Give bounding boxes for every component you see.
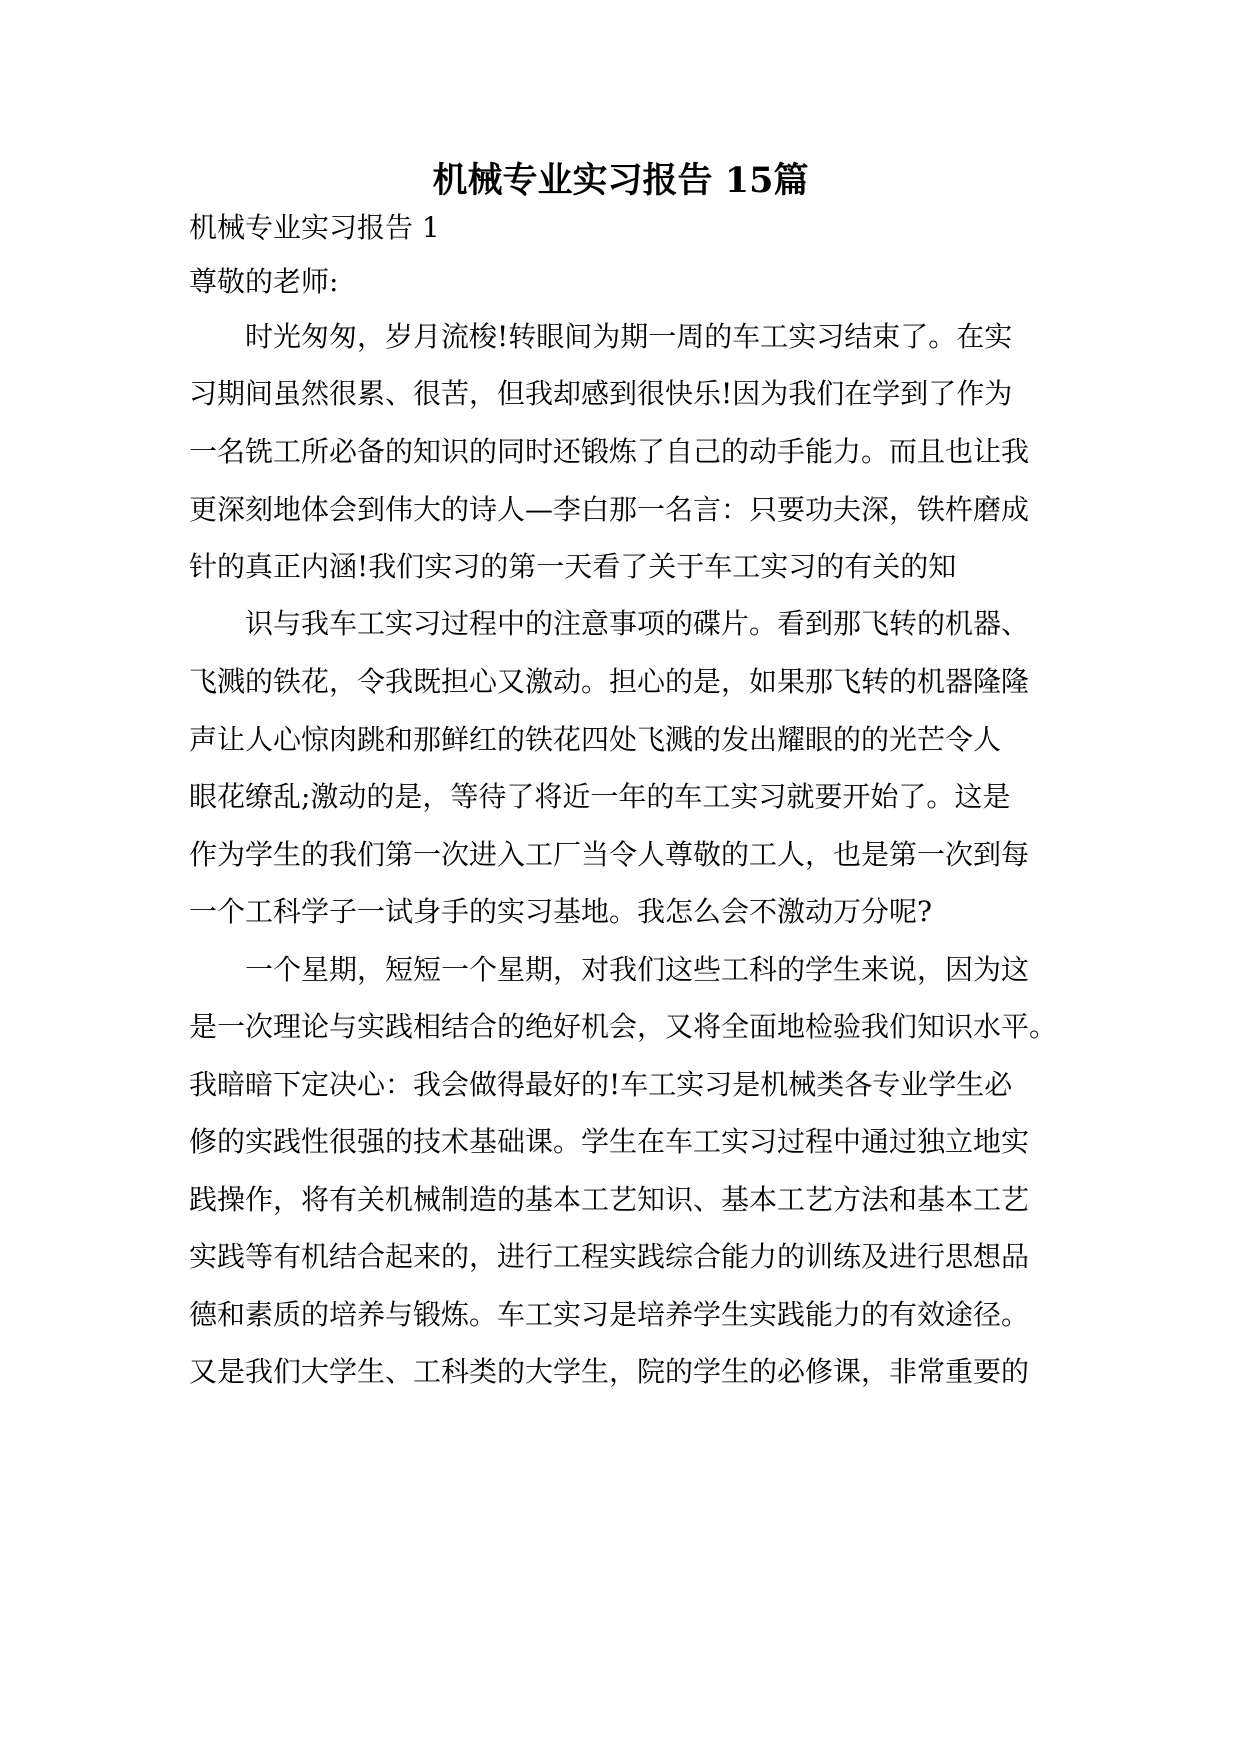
document-title: 机械专业实习报告 15篇 bbox=[432, 160, 809, 201]
paragraph-line: 是一次理论与实践相结合的绝好机会，又将全面地检验我们知识水平。 bbox=[189, 1010, 1058, 1043]
paragraph-line: 实践等有机结合起来的，进行工程实践综合能力的训练及进行思想品 bbox=[189, 1240, 1030, 1273]
paragraph-line: 一个星期，短短一个星期，对我们这些工科的学生来说，因为这 bbox=[245, 953, 1030, 986]
paragraph-line: 一名铣工所必备的知识的同时还锻炼了自己的动手能力。而且也让我 bbox=[189, 435, 1030, 468]
paragraph-line: 践操作，将有关机械制造的基本工艺知识、基本工艺方法和基本工艺 bbox=[189, 1183, 1030, 1216]
salutation: 尊敬的老师: bbox=[189, 265, 339, 298]
section-heading: 机械专业实习报告 1 bbox=[189, 211, 440, 244]
paragraph-line: 时光匆匆，岁月流梭!转眼间为期一周的车工实习结束了。在实 bbox=[245, 320, 1013, 353]
paragraph-line: 识与我车工实习过程中的注意事项的碟片。看到那飞转的机器、 bbox=[245, 607, 1030, 640]
paragraph-line: 又是我们大学生、工科类的大学生，院的学生的必修课，非常重要的 bbox=[189, 1355, 1030, 1388]
paragraph-line: 作为学生的我们第一次进入工厂当令人尊敬的工人，也是第一次到每 bbox=[189, 838, 1030, 871]
paragraph-line: 更深刻地体会到伟大的诗人—李白那一名言：只要功夫深，铁杵磨成 bbox=[189, 493, 1030, 526]
paragraph-line: 德和素质的培养与锻炼。车工实习是培养学生实践能力的有效途径。 bbox=[189, 1298, 1030, 1331]
paragraph-line: 我暗暗下定决心：我会做得最好的!车工实习是机械类各专业学生必 bbox=[189, 1068, 1013, 1101]
paragraph-line: 修的实践性很强的技术基础课。学生在车工实习过程中通过独立地实 bbox=[189, 1125, 1030, 1158]
paragraph-line: 一个工科学子一试身手的实习基地。我怎么会不激动万分呢? bbox=[189, 895, 933, 928]
paragraph-line: 飞溅的铁花，令我既担心又激动。担心的是，如果那飞转的机器隆隆 bbox=[189, 665, 1030, 698]
paragraph-line: 习期间虽然很累、很苦，但我却感到很快乐!因为我们在学到了作为 bbox=[189, 377, 1013, 410]
paragraph-line: 声让人心惊肉跳和那鲜红的铁花四处飞溅的发出耀眼的的光芒令人 bbox=[189, 723, 1002, 756]
paragraph-line: 眼花缭乱;激动的是，等待了将近一年的车工实习就要开始了。这是 bbox=[189, 780, 1011, 813]
paragraph-line: 针的真正内涵!我们实习的第一天看了关于车工实习的有关的知 bbox=[189, 550, 957, 583]
